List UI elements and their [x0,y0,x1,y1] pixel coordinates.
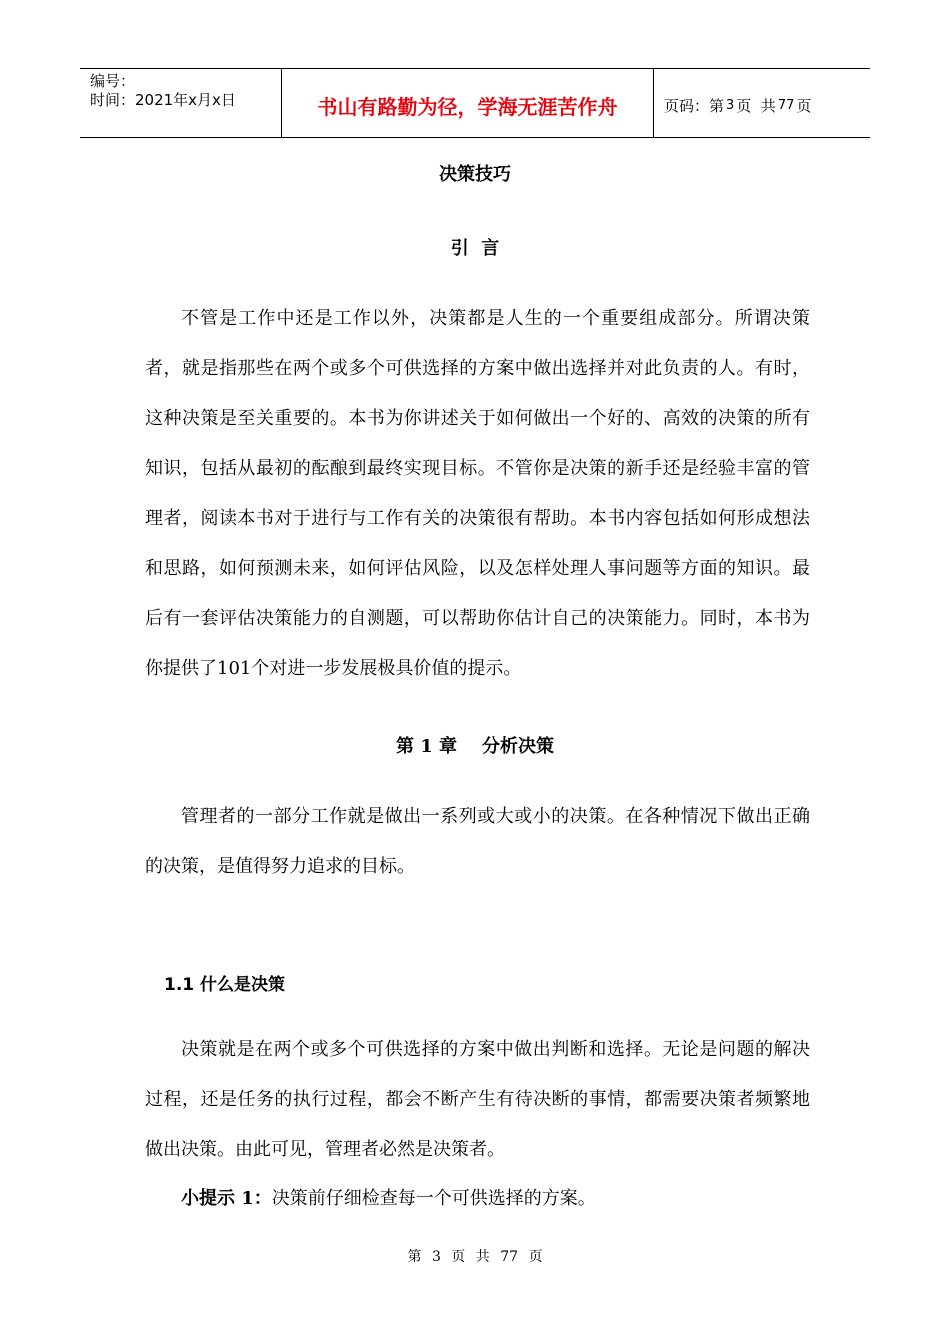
section-paragraph: 决策就是在两个或多个可供选择的方案中做出判断和选择。无论是问题的解决过程，还是任务的执行过程，都会不断产生有待决断的事情，都需要决策者频繁地做出决策。由此可见，管理者必然是决策者。 [145,1039,810,1160]
tip-line [181,1184,596,1210]
document-number-label: 编号： [90,72,136,90]
intro-paragraph: 不管是工作中还是工作以外，决策都是人生的一个重要组成部分。所谓决策者，就是指那些在两个或多个可供选择的方案中做出选择并对此负责的人。有时，这种决策是至关重要的。本书为你讲述关于如何做出一个好的、高效的决策的所有知识，包括从最初的酝酿到最终实现目标。不管你是决策的新手还是经验丰富的管理者，阅读本书对于进行与工作有关的决策很有帮助。本书内容包括如何形成想法和思路，如何预测未来，如何评估风险，以及怎样处理人事问题等方面的知识。最后有一套评估决策能力的自测题，可以帮助你估计自己的决策能力。同时，本书为你提供了101个对进一步发展极具价值的提示。 [145,308,810,679]
tip-text: 决策前仔细检查每一个可供选择的方案。 [271,1188,596,1209]
chapter-heading: 第 1 章 分析决策 [395,736,555,757]
header-motto: 书山有路勤为径，学海无涯苦作舟 [282,69,654,137]
page-mid: 页 共 [736,96,776,115]
page-footer: 第 3 页 共 77 页 [407,1249,543,1265]
document-date: 时间：2021年x月x日 [90,91,236,109]
tip-label: 小提示 1： [181,1188,272,1209]
header-page-indicator [654,69,870,137]
page-header [80,68,870,138]
intro-heading: 引 言 [450,238,500,259]
section-heading: 1.1 什么是决策 [164,975,286,995]
page-current: 3 [726,97,735,113]
page-total: 77 [777,97,795,113]
document-title: 决策技巧 [439,164,511,185]
chapter-paragraph: 管理者的一部分工作就是做出一系列或大或小的决策。在各种情况下做出正确的决策，是值得努力追求的目标。 [145,806,810,877]
page-suffix: 页 [796,96,812,115]
page-prefix: 页码：第 [664,96,725,115]
header-info-cell [80,69,282,137]
